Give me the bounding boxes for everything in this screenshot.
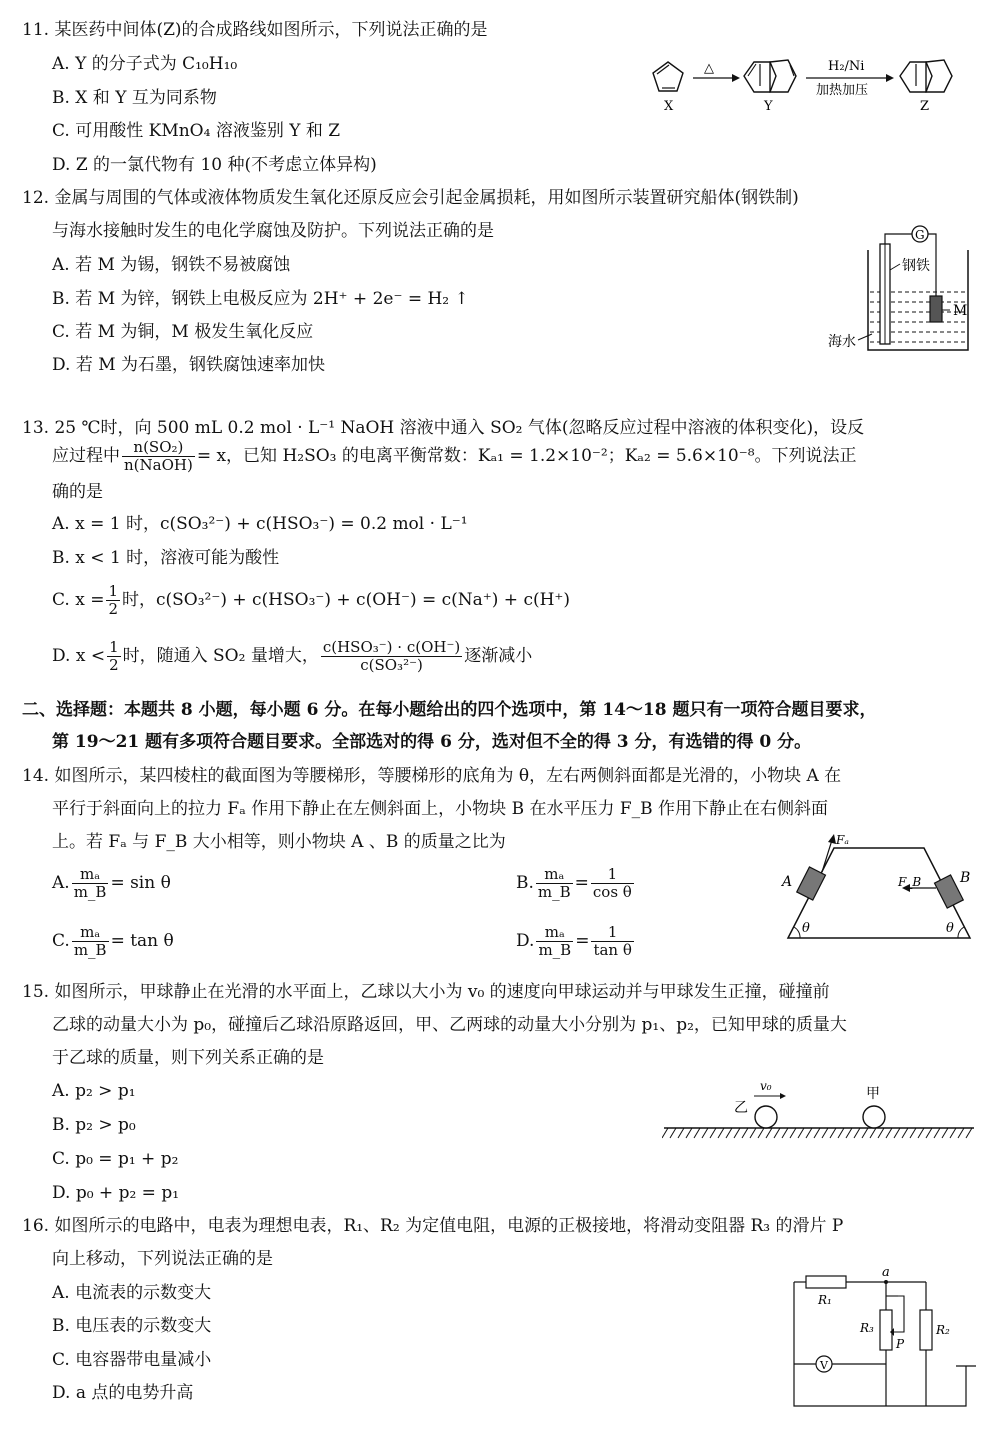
q11-stem: 11. 某医药中间体(Z)的合成路线如图所示，下列说法正确的是 [22, 20, 488, 40]
q14-stem-line2: 平行于斜面向上的拉力 Fₐ 作用下静止在左侧斜面上，小物块 B 在水平压力 F_B 作用下静止在右侧斜面 [52, 799, 829, 819]
section2-header-line1: 二、选择题：本题共 8 小题，每小题 6 分。在每小题给出的四个选项中，第 14～18 题只有一项符合题目要求， [22, 700, 877, 720]
label-theta-left: θ [802, 921, 810, 936]
label-v0: v₀ [760, 1079, 772, 1093]
fraction-denominator: cos θ [592, 883, 632, 901]
q13-stem2-pre: 应过程中 [52, 446, 120, 466]
voltmeter-label: V [820, 1359, 828, 1372]
ratio-fraction [122, 439, 195, 474]
q12-corrosion-figure [826, 222, 976, 362]
half-fraction [106, 583, 120, 618]
ball-jia [863, 1106, 885, 1128]
q11-option-d: D. Z 的一氯代物有 10 种(不考虑立体异构) [52, 155, 377, 175]
m-electrode [930, 296, 942, 322]
fraction-numerator: mₐ [536, 924, 573, 942]
q14-stem-line3: 上。若 Fₐ 与 F_B 大小相等，则小物块 A 、B 的质量之比为 [52, 832, 506, 852]
fraction-numerator: 1 [108, 582, 118, 600]
q12-stem-line2: 与海水接触时发生的电化学腐蚀及防护。下列说法正确的是 [52, 221, 494, 241]
label-p: P [896, 1337, 905, 1351]
option-d-post: 逐渐减小 [464, 646, 533, 666]
q12-stem-line1: 12. 金属与周围的气体或液体物质发生氧化还原反应会引起金属损耗，用如图所示装置研究船体(钢铁制) [22, 188, 799, 208]
label-r3: R₃ [860, 1321, 874, 1335]
ground-hatching [662, 1128, 972, 1138]
q16-stem-line1: 16. 如图所示的电路中，电表为理想电表，R₁、R₂ 为定值电阻，电源的正极接地，将滑动变阻器 R₃ 的滑片 P [22, 1216, 844, 1236]
q11-synthesis-figure [640, 48, 975, 120]
q14-option-b [516, 862, 636, 904]
mass-ratio [536, 924, 573, 959]
fraction-numerator: c(HSO₃⁻) · c(OH⁻) [322, 638, 461, 656]
galvanometer-label: G [915, 228, 925, 242]
label-yi: 乙 [734, 1100, 748, 1116]
fraction-denominator: n(NaOH) [124, 456, 193, 474]
q14-stem-line1: 14. 如图所示，某四棱柱的截面图为等腰梯形，等腰梯形的底角为 θ，左右两侧斜面都是光滑的，小物块 A 在 [22, 766, 842, 786]
reagent-text: H₂/Ni [828, 59, 865, 74]
arrow-head [828, 834, 836, 844]
wire [885, 234, 912, 244]
arrow-head [886, 74, 894, 82]
q13-option-c [52, 580, 570, 620]
rhs-fraction [591, 866, 634, 901]
q15-stem-line3: 于乙球的质量，则下列关系正确的是 [52, 1048, 324, 1068]
arrow-head [780, 1093, 786, 1099]
q15-stem-line1: 15. 如图所示，甲球静止在光滑的水平面上，乙球以大小为 v₀ 的速度向甲球运动并与甲球发生正撞，碰撞前 [22, 982, 830, 1002]
section2-header-line2: 第 19～21 题有多项符合题目要求。全部选对的得 6 分，选对但不全的得 3 分，有选错的得 0 分。 [52, 732, 812, 752]
fraction-numerator: mₐ [536, 866, 573, 884]
q15-option-b: B. p₂ > p₀ [52, 1115, 136, 1135]
fraction-denominator: 2 [108, 600, 118, 618]
fraction-denominator: 2 [109, 656, 119, 674]
fraction-denominator: c(SO₃²⁻) [360, 656, 423, 674]
label-theta-right: θ [946, 921, 954, 936]
half-fraction [107, 639, 121, 674]
label-jia: 甲 [866, 1086, 880, 1102]
fraction-denominator: m_B [538, 941, 572, 959]
heat-symbol: △ [704, 61, 714, 76]
option-d-mid: 时，随通入 SO₂ 量增大， [122, 646, 319, 666]
mass-ratio [536, 866, 573, 901]
q15-stem-line2: 乙球的动量大小为 p₀，碰撞后乙球沿原路返回，甲、乙两球的动量大小分别为 p₁、p₂，已知甲球的质量大 [52, 1015, 847, 1035]
fraction-numerator: 1 [591, 924, 633, 942]
option-c-post: 时，c(SO₃²⁻) + c(HSO₃⁻) + c(OH⁻) = c(Na⁺) + c(H⁺) [122, 590, 571, 610]
mass-ratio [72, 866, 109, 901]
steel-label: 钢铁 [902, 258, 930, 274]
label-y: Y [764, 99, 773, 114]
q13-stem-line2 [52, 436, 857, 476]
option-d-pre: D. x < [52, 646, 106, 666]
mass-ratio [72, 924, 109, 959]
fraction-numerator: 1 [109, 638, 119, 656]
ion-ratio-fraction [321, 639, 462, 674]
resistor-r2 [920, 1310, 932, 1350]
option-label: B. [516, 873, 534, 893]
q16-option-d: D. a 点的电势升高 [52, 1383, 194, 1403]
option-label: D. [516, 931, 535, 951]
label-a: A [782, 874, 793, 890]
fraction-denominator: m_B [73, 883, 107, 901]
pointer-line [890, 264, 900, 270]
label-z: Z [920, 99, 930, 114]
q12-option-d: D. 若 M 为石墨，钢铁腐蚀速率加快 [52, 355, 326, 375]
q14-option-a [52, 862, 171, 904]
m-label: M [953, 303, 968, 319]
fraction-denominator: m_B [537, 883, 571, 901]
q12-option-c: C. 若 M 为铜，M 极发生氧化反应 [52, 322, 314, 342]
seawater-label: 海水 [828, 334, 856, 350]
resistor-r1 [806, 1276, 846, 1288]
ball-yi [755, 1106, 777, 1128]
q16-option-a: A. 电流表的示数变大 [52, 1283, 212, 1303]
q12-option-a: A. 若 M 为锡，钢铁不易被腐蚀 [52, 255, 291, 275]
q15-option-d: D. p₀ + p₂ = p₁ [52, 1183, 180, 1203]
angle-arc [794, 927, 800, 938]
label-x: X [664, 99, 674, 114]
q16-stem-line2: 向上移动，下列说法正确的是 [52, 1249, 273, 1269]
q15-collision-figure [662, 1076, 976, 1144]
label-b: B [960, 870, 971, 886]
label-a: a [882, 1266, 890, 1280]
q11-option-a: A. Y 的分子式为 C₁₀H₁₀ [52, 54, 238, 74]
label-fb: F_B [898, 875, 922, 889]
fraction-numerator: mₐ [72, 924, 109, 942]
angle-arc [958, 927, 964, 938]
option-c-pre: C. x = [52, 590, 105, 610]
q15-option-c: C. p₀ = p₁ + p₂ [52, 1149, 179, 1169]
q13-option-a: A. x = 1 时，c(SO₃²⁻) + c(HSO₃⁻) = 0.2 mol · L⁻¹ [52, 514, 468, 534]
q14-option-d [516, 920, 636, 962]
q13-option-b: B. x < 1 时，溶液可能为酸性 [52, 548, 280, 568]
rhs-fraction [591, 924, 633, 959]
label-r1: R₁ [818, 1293, 832, 1307]
q16-circuit-figure [786, 1266, 976, 1416]
q11-option-b: B. X 和 Y 互为同系物 [52, 88, 217, 108]
option-rhs: = sin θ [110, 873, 171, 893]
equals-sign: = [574, 873, 589, 893]
q13-stem-line3: 确的是 [52, 482, 103, 502]
option-label: A. [52, 873, 70, 893]
arrow-head [732, 74, 740, 82]
fraction-numerator: n(SO₂) [122, 439, 195, 457]
option-label: C. [52, 931, 70, 951]
pointer-line [858, 334, 872, 340]
q13-option-d [52, 636, 532, 676]
q12-option-b: B. 若 M 为锌，钢铁上电极反应为 2H⁺ + 2e⁻ = H₂ ↑ [52, 289, 469, 309]
q11-option-c: C. 可用酸性 KMnO₄ 溶液鉴别 Y 和 Z [52, 121, 341, 141]
q16-option-b: B. 电压表的示数变大 [52, 1316, 212, 1336]
fraction-denominator: tan θ [593, 941, 632, 959]
rheostat-r3 [880, 1310, 892, 1350]
block-b [935, 875, 964, 908]
fraction-numerator: 1 [591, 866, 634, 884]
q13-stem-line1: 13. 25 ℃时，向 500 mL 0.2 mol · L⁻¹ NaOH 溶液中通入 SO₂ 气体(忽略反应过程中溶液的体积变化)，设反 [22, 418, 865, 438]
fraction-denominator: m_B [73, 941, 107, 959]
fraction-numerator: mₐ [72, 866, 109, 884]
equals-sign: = [575, 931, 590, 951]
z-ring-2 [926, 60, 952, 92]
y-ring-2 [770, 60, 796, 92]
q16-option-c: C. 电容器带电量减小 [52, 1350, 212, 1370]
condition-text: 加热加压 [816, 83, 869, 98]
q14-trapezoid-figure [776, 826, 976, 944]
q14-option-c [52, 920, 174, 962]
label-r2: R₂ [936, 1323, 950, 1337]
option-rhs: = tan θ [110, 931, 174, 951]
q13-stem2-post: = x，已知 H₂SO₃ 的电离平衡常数：Kₐ₁ = 1.2×10⁻²；Kₐ₂ = 5.6×10⁻⁸。下列说法正 [196, 446, 857, 466]
label-fa: Fₐ [836, 833, 849, 847]
slider-wire [894, 1296, 904, 1332]
q15-option-a: A. p₂ > p₁ [52, 1081, 136, 1101]
